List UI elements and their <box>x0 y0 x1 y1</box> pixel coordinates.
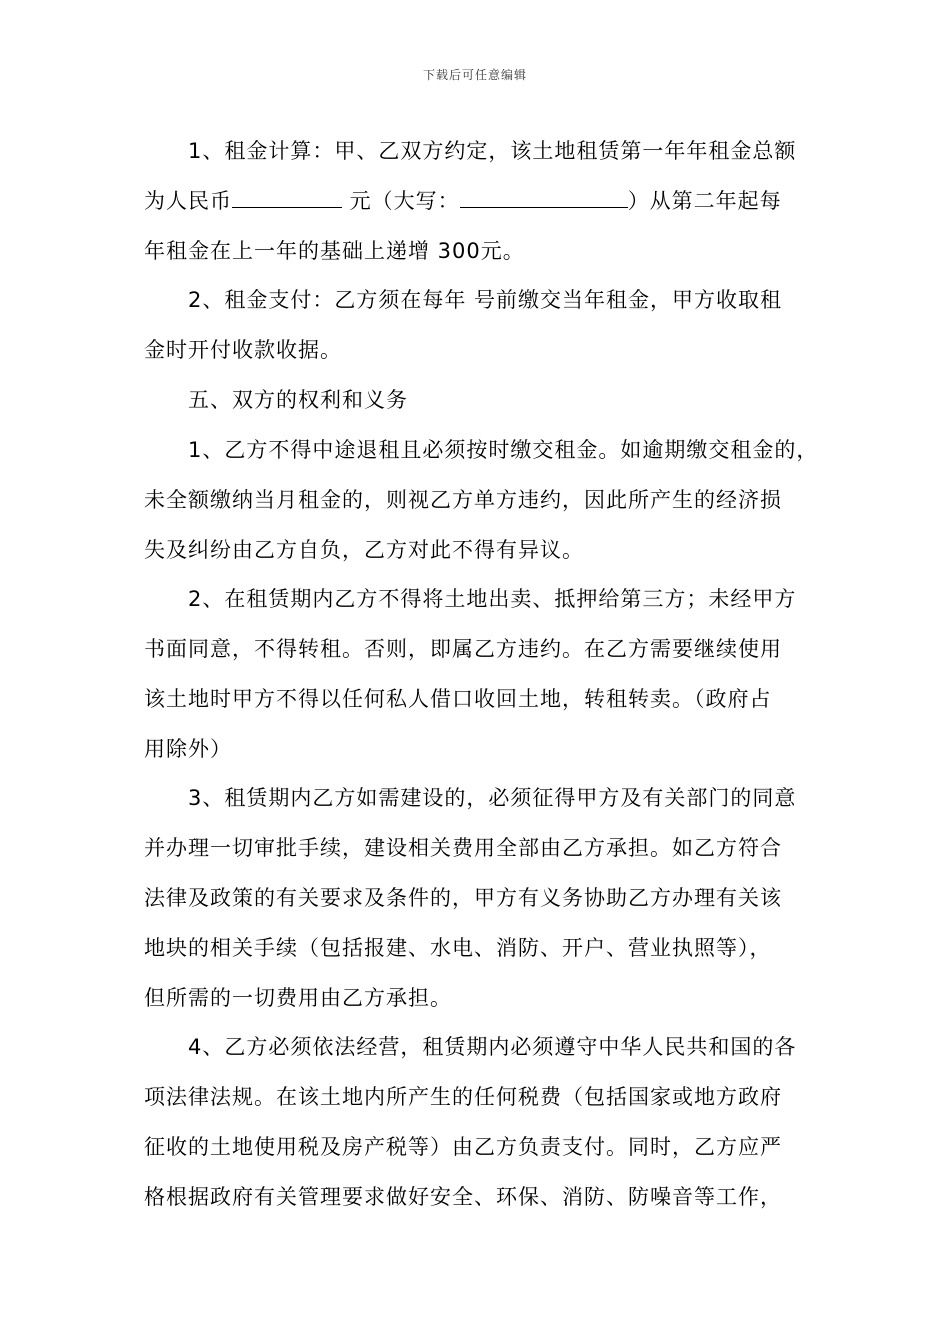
clause-4-line-1: 4、乙方必须依法经营，租赁期内必须遵守中华人民共和国的各 <box>188 1035 797 1059</box>
clause-3-line-4: 地块的相关手续（包括报建、水电、消防、开户、营业执照等）， <box>144 936 772 960</box>
clause-2-line-4: 用除外） <box>144 737 232 761</box>
capital-label: 元（大写： <box>342 189 460 213</box>
clause-1-line-1: 1、乙方不得中途退租且必须按时缴交租金。如逾期缴交租金的， <box>188 438 819 462</box>
clause-3-line-3: 法律及政策的有关要求及条件的，甲方有义务协助乙方办理有关该 <box>144 886 782 910</box>
clause-1-line-2: 未全额缴纳当月租金的，则视乙方单方违约，因此所产生的经济损 <box>144 488 782 512</box>
clause-rent-calc-line-3: 年租金在上一年的基础上递增 300元。 <box>144 239 525 263</box>
clause-2-line-3: 该土地时甲方不得以任何私人借口收回土地，转租转卖。（政府占 <box>144 687 772 711</box>
second-year-text: ）从第二年起每 <box>627 189 782 213</box>
clause-rent-calc-line-2 <box>144 187 782 215</box>
capital-amount-blank <box>460 187 628 208</box>
clause-2-line-1: 2、在租赁期内乙方不得将土地出卖、抵押给第三方；未经甲方 <box>188 587 797 611</box>
clause-4-line-3: 征收的土地使用税及房产税等）由乙方负责支付。同时，乙方应严 <box>144 1135 782 1159</box>
clause-3-line-2: 并办理一切审批手续，建设相关费用全部由乙方承担。如乙方符合 <box>144 836 782 860</box>
clause-2-line-2: 书面同意，不得转租。否则，即属乙方违约。在乙方需要继续使用 <box>144 637 782 661</box>
clause-1-line-3: 失及纠纷由乙方自负，乙方对此不得有异议。 <box>144 538 584 562</box>
clause-3-line-1: 3、租赁期内乙方如需建设的，必须征得甲方及有关部门的同意 <box>188 786 797 810</box>
clause-4-line-2: 项法律法规。在该土地内所产生的任何税费（包括国家或地方政府 <box>144 1085 782 1109</box>
clause-3-line-5: 但所需的一切费用由乙方承担。 <box>144 986 452 1010</box>
clause-rent-calc-line-1: 1、租金计算：甲、乙双方约定，该土地租赁第一年年租金总额 <box>188 139 797 163</box>
clause-rent-payment-line-2: 金时开付收款收据。 <box>144 338 342 362</box>
amount-blank <box>232 187 342 208</box>
rmb-label: 为人民币 <box>144 189 232 213</box>
section-heading-rights: 五、双方的权利和义务 <box>188 388 408 412</box>
clause-4-line-4: 格根据政府有关管理要求做好安全、环保、消防、防噪音等工作， <box>144 1185 782 1209</box>
page-header: 下载后可任意编辑 <box>422 68 527 82</box>
clause-rent-payment-line-1: 2、租金支付：乙方须在每年 号前缴交当年租金，甲方收取租 <box>188 288 783 312</box>
